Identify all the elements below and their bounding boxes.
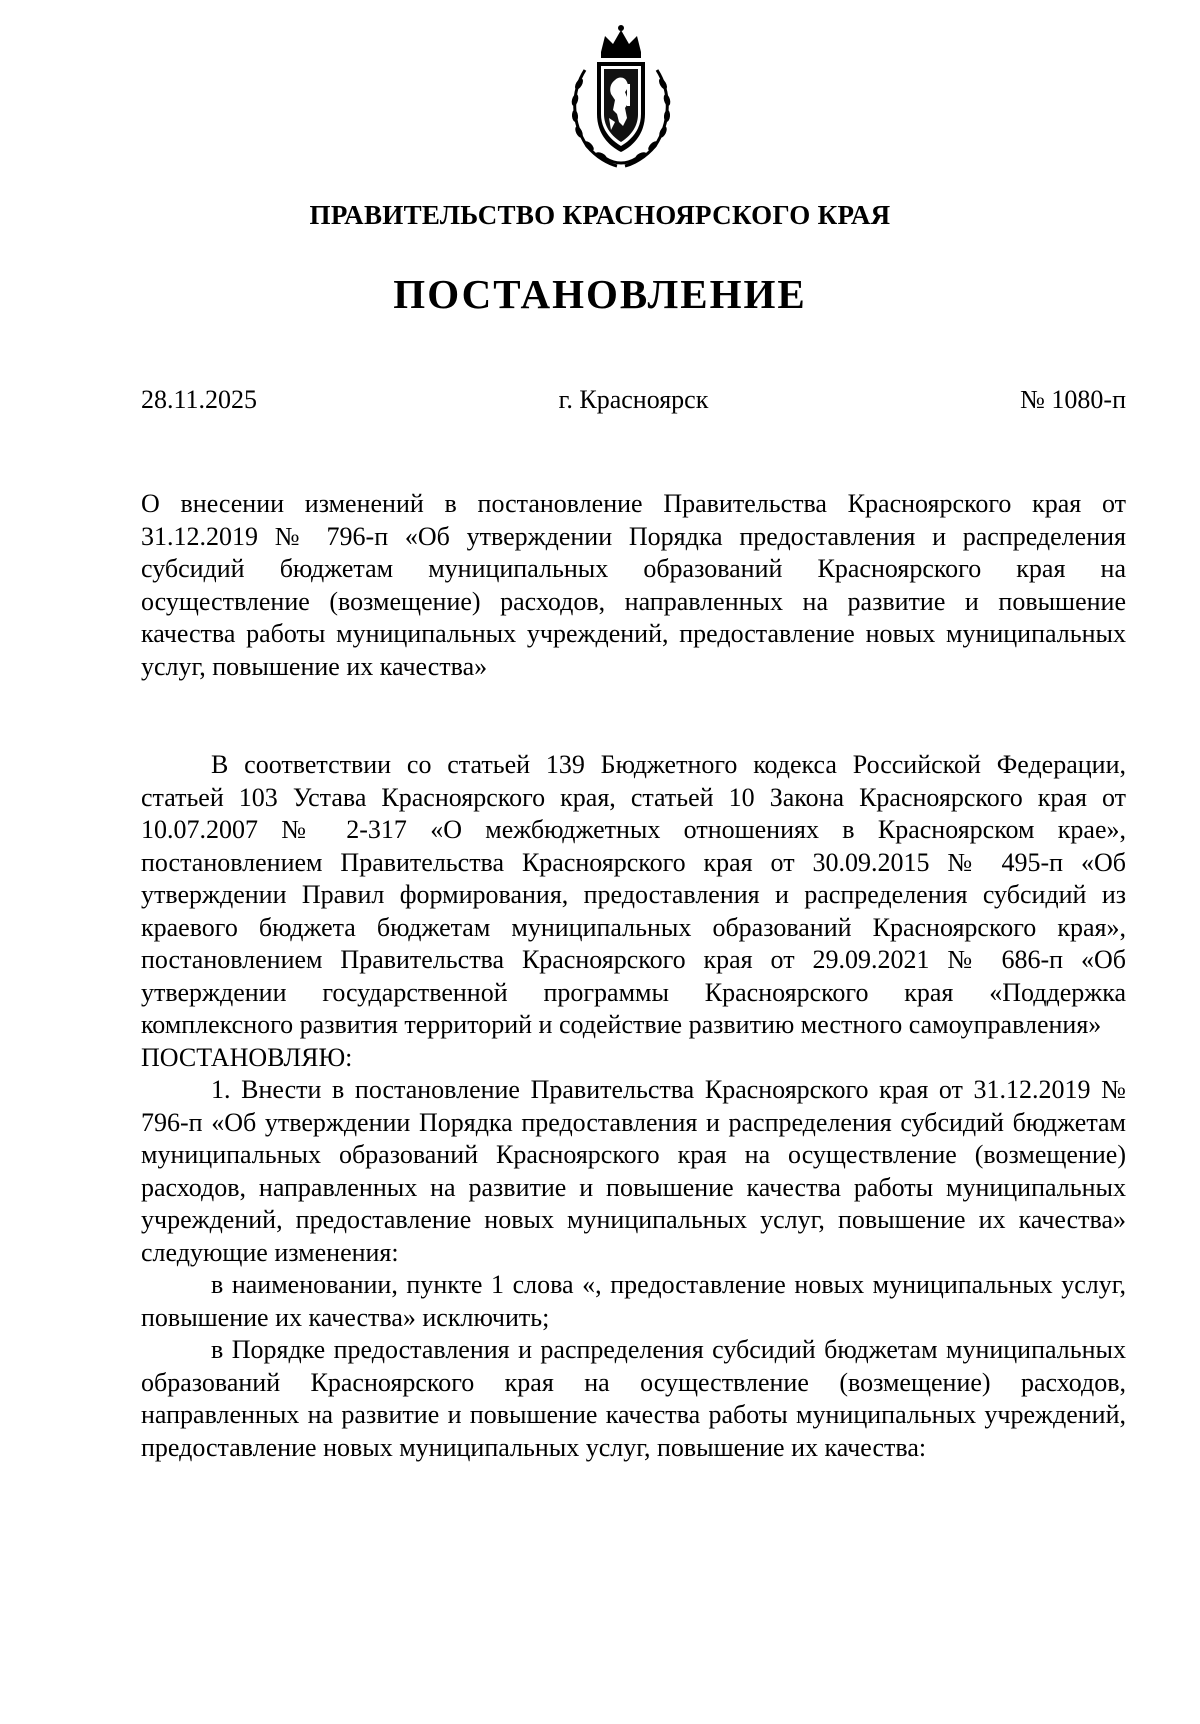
document-meta-row <box>141 385 1126 419</box>
item-1-change-b: в Порядке предоставления и распределения субсидий бюджетам муниципальных образований Красноярского края на осуществление (возмещение) расходов, направленных на развитие и повышение качества работы муниципальных учреждений, предоставление новых муниципальных услуг, повышение их качества: <box>141 1335 1126 1462</box>
organization-name: ПРАВИТЕЛЬСТВО КРАСНОЯРСКОГО КРАЯ <box>309 200 891 230</box>
document-city: г. Красноярск <box>558 385 709 414</box>
document-title <box>141 488 1126 683</box>
title-text: О внесении изменений в постановление Правительства Красноярского края от 31.12.2019 № 796-п «Об утверждении Порядка предоставления и распределения субсидий бюджетам муниципальных образований Красноярского края на осуществление (возмещение) расходов, направленных на развитие и повышение качества работы муниципальных учреждений, предоставление новых муниципальных услуг, повышение их качества» <box>141 489 1126 681</box>
preamble-paragraph: В соответствии со статьей 139 Бюджетного кодекса Российской Федерации, статьей 103 Устава Красноярского края, статьей 10 Закона Красноярского края от 10.07.2007 № 2-317 «О межбюджетных отношениях в Красноярском крае», постановлением Правительства Красноярского края от 30.09.2015 № 495-п «Об утверждении Правил формирования, предоставления и распределения субсидий из краевого бюджета бюджетам муниципальных образований Красноярского края», постановлением Правительства Красноярского края от 29.09.2021 № 686-п «Об утверждении государственной программы Красноярского края «Поддержка комплексного развития территорий и содействие развитию местного самоуправления» <box>141 750 1126 1039</box>
document-body <box>141 749 1126 1464</box>
document-date: 28.11.2025 <box>141 385 258 414</box>
decree-word: ПОСТАНОВЛЯЮ: <box>141 1042 353 1072</box>
item-1-change-a: в наименовании, пункте 1 слова «, предоставление новых муниципальных услуг, повышение их качества» исключить; <box>141 1270 1126 1332</box>
document-type: ПОСТАНОВЛЕНИЕ <box>393 271 807 317</box>
coat-of-arms-emblem <box>565 22 677 170</box>
document-number: № 1080-п <box>1020 385 1126 414</box>
item-1-paragraph: 1. Внести в постановление Правительства Красноярского края от 31.12.2019 № 796-п «Об утверждении Порядка предоставления и распределения субсидий бюджетам муниципальных образований Красноярского края на осуществление (возмещение) расходов, направленных на развитие и повышение качества работы муниципальных учреждений, предоставление новых муниципальных услуг, повышение их качества» следующие изменения: <box>141 1075 1126 1267</box>
